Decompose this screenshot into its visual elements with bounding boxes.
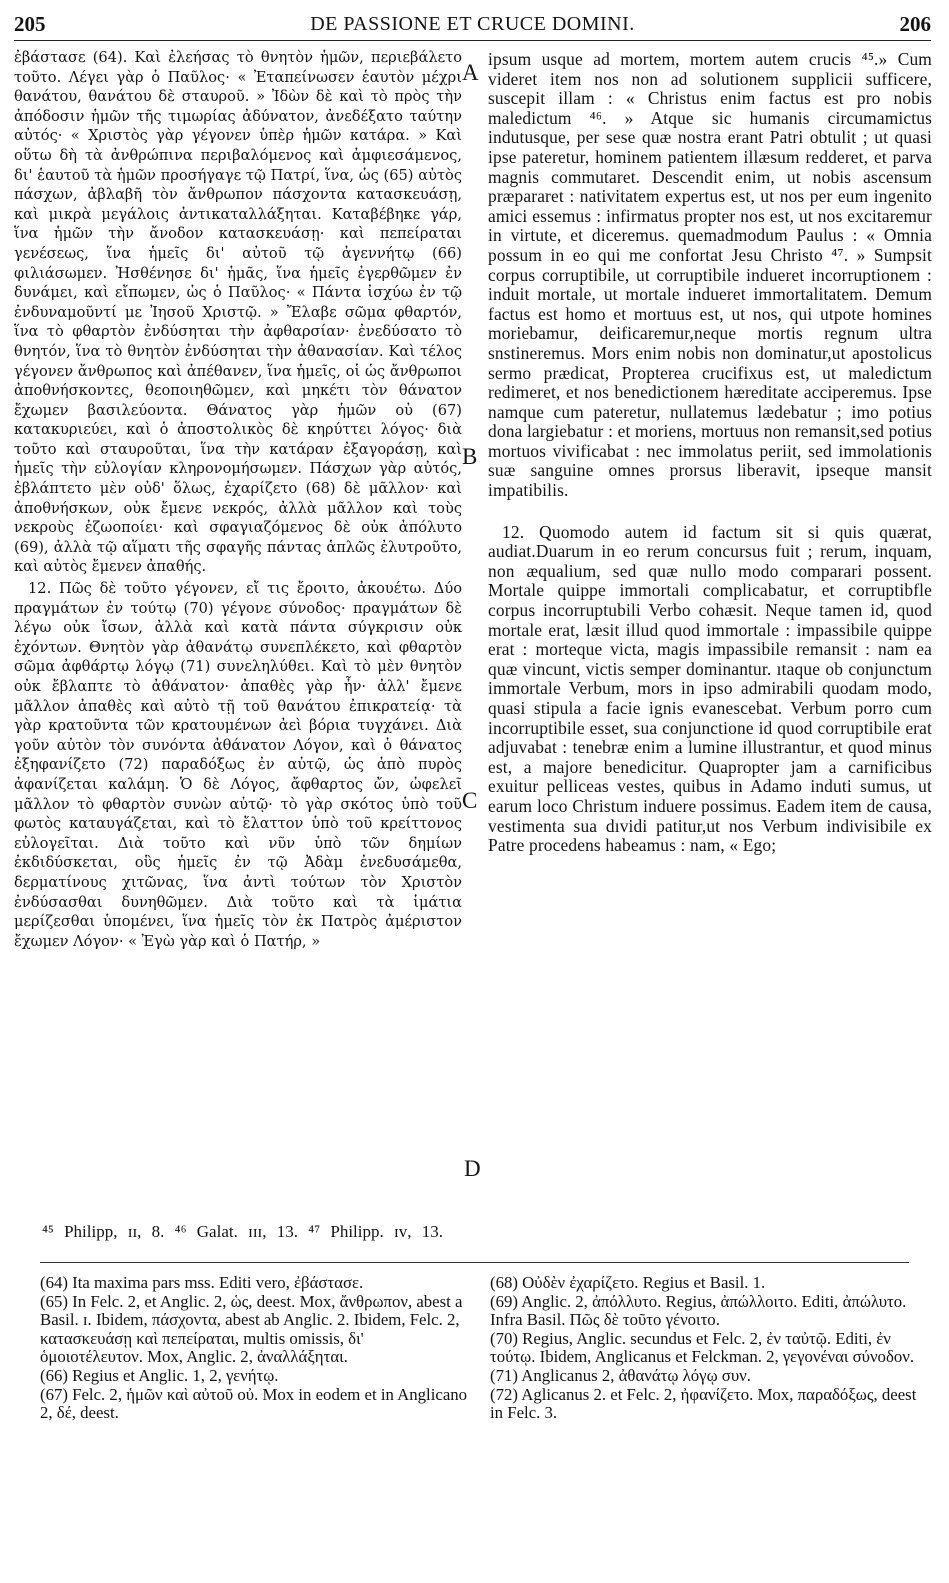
latin-column bbox=[488, 50, 932, 856]
note-64: (64) Ita maxima pars mss. Editi vero, ἐβάστασε. bbox=[40, 1273, 364, 1292]
note-66: (66) Regius et Anglic. 1, 2, γενήτῳ. bbox=[40, 1365, 279, 1385]
margin-marker-a: A bbox=[462, 60, 479, 85]
scripture-references: ⁴⁵ Philipp, ɪɪ, 8. ⁴⁶ Galat. ɪɪɪ, 13. ⁴⁷ Philipp. ɪᴠ, 13. bbox=[42, 1222, 443, 1241]
notes-right-column bbox=[490, 1274, 920, 1423]
running-header bbox=[14, 10, 931, 41]
running-title: DE PASSIONE ET CRUCE DOMINI. bbox=[310, 13, 635, 35]
greek-column bbox=[14, 48, 462, 951]
note-71: (71) Anglicanus 2, ἀθανάτῳ λόγῳ συν. bbox=[490, 1365, 751, 1385]
notes-left-column bbox=[40, 1274, 470, 1423]
footnote-rule bbox=[40, 1262, 909, 1263]
left-page-number: 205 bbox=[14, 12, 46, 36]
note-67: (67) Felc. 2, ἡμῶν καὶ αὐτοῦ οὐ. Mox in eodem et in Anglicano 2, δέ, deest. bbox=[40, 1384, 468, 1423]
note-68: (68) Οὐδὲν ἐχαρίζετο. Regius et Basil. 1. bbox=[490, 1273, 766, 1292]
margin-marker-c: C bbox=[462, 788, 478, 813]
greek-paragraph-12: 12. Πῶς δὲ τοῦτο γέγονεν, εἴ τις ἔροιτο, ἀκουέτω. Δύο πραγμάτων ἐν τούτῳ (70) γέγονε σύνοδος· πραγμάτων δὲ λέγω οὐκ ἴσων, ἀλλὰ καὶ κατὰ πάντα σύγκρισιν οὐκ ἐχόντων. Θνητὸν γὰρ ἀθανάτῳ συνεπλέκετο, καὶ φθαρτὸν σῶμα ἀφθάρτῳ λόγῳ (71) συνεληλύθει. Καὶ τὸ μὲν θνητὸν οὐκ ἔβλαπτε τὸ ἀθάνατον· ἀπαθὲς γὰρ ἦν· ἀλλ' ἔμενε μᾶλλον ἀπαθὲς καὶ αὐτὸ τῇ τοῦ θανάτου ἐπικρατείᾳ· τὰ γὰρ κρατοῦντα τῶν κρατουμένων ἀεὶ βόρια τυγχάνει. Διὰ γοῦν αὐτὸν τὸν συνόντα ἀθάνατον Λόγον, καὶ ὁ θάνατος ἐξηφανίζετο (72) παραδόξως ἐν αὐτῷ, ὡς ἀπὸ πυρὸς ἀφανίζεται καλάμη. Ὁ δὲ Λόγος, ἄφθαρτος ὤν, ὠφελεῖ μᾶλλον τὸ φθαρτὸν συνὼν αὐτῷ· τὸ γὰρ σκότος ὑπὸ τοῦ φωτὸς καταυγάζεται, καὶ τὸ ἔλαττον ὑπὸ τοῦ κρείττονος εὐλογεῖται. Διὰ τοῦτο καὶ νῦν ὑπὸ τῶν δημίων ἐκδιδύσκεται, οὓς ἡμεῖς ἐν τῷ Ἀδὰμ ἐνεδυσάμεθα, δερματίνους χιτῶνας, ἵνα ἀντὶ τούτων τὸν Χριστὸν ἐνδύσασθαι δυνηθῶμεν. Διὰ τοῦτο καὶ τὰ ἱμάτια μερίζεσθαι ὑπομένει, ἵνα ἡμεῖς τὸν ἐκ Πατρὸς ἀμέριστον ἔχωμεν Λόγον· « Ἐγὼ γὰρ καὶ ὁ Πατήρ, » bbox=[14, 580, 462, 950]
greek-paragraph-11: ἐβάστασε (64). Καὶ ἐλεήσας τὸ θνητὸν ἡμῶν, περιεβάλετο τοῦτο. Λέγει γὰρ ὁ Παῦλος· « Ἐταπείνωσεν ἑαυτὸν μέχρι θανάτου, θανάτου δὲ σταυροῦ. » Ἰδὼν δὲ καὶ τὸ πρὸς τὴν ἀπόδοσιν ἡμῶν τῆς τιμωρίας ἀδύνατον, ἀνεδέξατο ταύτην αὐτός· « Χριστὸς γὰρ γέγονεν ὑπὲρ ἡμῶν κατάρα. » Καὶ οὕτω δὴ τὰ ἀνθρώπινα περιβαλόμενος καὶ ἀμφιεσάμενος, δι' ἑαυτοῦ τὰ ἡμῶν προσήγαγε τῷ Πατρί, ἵνα, ὡς (65) αὐτὸς πάσχων, ἀβλαβῆ τὸν ἄνθρωπον πάσχοντα κατασκευάσῃ, καὶ μικρὰ μεγάλοις ἀντικαταλλάξηται. Καταβέβηκε γάρ, ἵνα ἡμῶν τὴν ἄνοδον κατασκευάσῃ· καὶ πεπείραται γενέσεως, ἵνα ἡμεῖς δι' αὐτοῦ τῷ ἀγεννήτῳ (66) φιλιάσωμεν. Ἠσθένησε δι' ἡμᾶς, ἵνα ἡμεῖς ἐγερθῶμεν ἐν δυνάμει, καὶ εἴπωμεν, ὡς ὁ Παῦλος· « Πάντα ἰσχύω ἐν τῷ ἐνδυναμοῦντί με Ἰησοῦ Χριστῷ. » Ἔλαβε σῶμα φθαρτόν, ἵνα τὸ φθαρτὸν ἐνδύσηται τὴν ἀφθαρσίαν· ἐνεδύσατο τὸ θνητόν, ἵνα τὸ θνητὸν ἐνδύσηται τὴν ἀθανασίαν. Καὶ τέλος γέγονεν ἄνθρωπος καὶ ἀπέθανεν, ἵνα ἡμεῖς, οἱ ὡς ἄνθρωποι ἀποθνήσκοντες, θεοποιηθῶμεν, καὶ μηκέτι τὸν θάνατον ἔχωμεν βασιλεύοντα. Θάνατος γὰρ ἡμῶν οὐ (67) κατακυριεύει, καὶ ὁ ἀποστολικὸς δὲ κηρύττει λόγος· διὰ τοῦτο καὶ σταυροῦται, ἵνα τὴν κατάραν ἐξαγοράσῃ, καὶ ἡμεῖς τὴν εὐλογίαν κληρονομήσωμεν. Πάσχων γὰρ αὐτός, ἐβλάπτετο μὲν οὐδ' ὅλως, ἐχαρίζετο (68) δὲ μᾶλλον· καὶ ἀποθνήσκων, οὐκ ἔμενε νεκρός, ἀλλὰ μᾶλλον καὶ τοὺς νεκροὺς ἐζωοποίει· καὶ σφαγιαζόμενος δὲ οὐκ ἀπόλυτο (69), ἀλλὰ τῷ αἵματι τῆς σφαγῆς πάντας ἁπλῶς ἐλυτροῦτο, καὶ αὐτὸς ἔμενεν ἀπαθής. bbox=[14, 49, 462, 576]
note-65: (65) In Felc. 2, et Anglic. 2, ὡς, deest. Mox, ἄνθρωπον, abest a Basil. ɪ. Ibidem, πάσχοντα, abest ab Anglic. 2. Ibidem, Felc. 2, κατασκευάσῃ καὶ πεπείραται, multis omissis, δι' ὁμοιοτέλευτον. Mox, Anglic. 2, ἀναλλάξηται. bbox=[40, 1291, 463, 1367]
margin-marker-d: D bbox=[464, 1156, 481, 1181]
note-70: (70) Regius, Anglic. secundus et Felc. 2, ἐν ταὐτῷ. Editi, ἐν τούτῳ. Ibidem, Anglicanus et Felckman. 2, γεγονέναι σύνοδον. bbox=[490, 1328, 915, 1367]
margin-marker-b: B bbox=[462, 444, 478, 469]
note-72: (72) Aglicanus 2. et Felc. 2, ἠφανίζετο. Mox, παραδόξως, deest in Felc. 3. bbox=[490, 1384, 917, 1423]
latin-paragraph-11: ipsum usque ad mortem, mortem autem crucis ⁴⁵.» Cum videret item nos non ad solutionem supplicii sufficere, suscepit illam : « Christus enim factus est pro nobis maledictum ⁴⁶. » Atque sic humanis circumamictus indutusque, per sese quæ nostra erant Patri obtulit ; ut quasi ipse pateretur, hominem patientem illæsum redderet, et parva magnis commutaret. Descendit enim, ut nobis ascensum præpararet : nativitatem expertus est, ut nos per eum ingenito amici essemus : infirmatus propter nos est, ut nos excitaremur in virtute, et diceremus. quemadmodum Paulus : « Omnia possum in eo qui me confortat Jesu Christo ⁴⁷. » Sumpsit corpus corruptibile, ut corruptibile indueret incorruptionem : induit mortale, ut mortale indueret immortalitatem. Demum factus est homo et mortuus est, ut nos, qui utpote homines moriebamur, deificaremur,neque mortis regnum ultra snstineremus. Mors enim nobis non dominatur,ut apostolicus sermo prædicat, Propterea crucifixus est, ut maledictum redimeret, et nos benedictionem hæreditate acciperemus. Ipse namque cum pateretur, nullatemus lædebatur ; imo potius dona largiebatur : et moriens, mortuus non remansit,sed potius mortuos vivificabat : nec immolatus periit, sed immolationis suæ sanguine omnes prorsus liberavit, ipseque mansit impatibilis. bbox=[488, 49, 932, 501]
latin-paragraph-12: 12. Quomodo autem id factum sit si quis quærat, audiat.Duarum in eo rerum concursus fuit ; rerum, inquam, non æqualium, sed quæ nullo modo comparari possent. Mortale quippe immortali complicabatur, et corruptibfle corpus incorruptubili Verbo cohæsit. Neque tamen id, quod mortale erat, læsit illud quod immortale : impassibile quippe erat : morteque victa, magis impassibile remansit : nam ea quæ vincunt, victis semper dominantur. ıtaque ob conjunctum immortale Verbum, mors in ipso admirabili quodam modo, quasi stipula a facie ignis evanescebat. Verbum porro cum incorruptibile esset, sua conjunctione id quod corruptibile erat adjuvabat : tenebræ enim a lumine illustrantur, et quod minus est, a majore benedicitur. Quapropter jam a carnificibus exuitur pelliceas vestes, quibus in Adamo induti sumus, ut earum loco Christum induere possimus. Eadem item de causa, vestimenta sua dıvidi patitur,ut nos Verbum indivisibile ex Patre procedens habeamus : nam, « Ego; bbox=[488, 521, 932, 856]
note-69: (69) Anglic. 2, ἀπόλλυτο. Regius, ἀπώλλοιτο. Editi, ἀπώλυτο. Infra Basil. Πῶς δὲ τοῦτο γένοιτο. bbox=[490, 1291, 907, 1330]
right-page-number: 206 bbox=[899, 12, 931, 36]
